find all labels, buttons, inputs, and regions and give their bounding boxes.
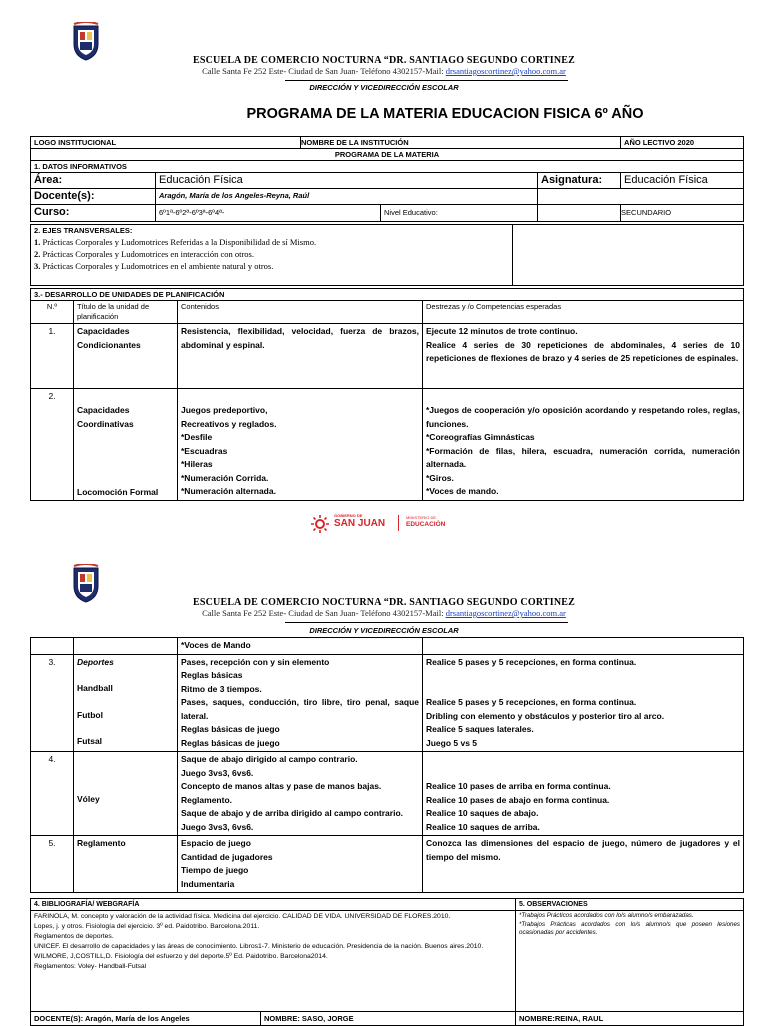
content-line: Juego 3vs3, 6vs6.: [181, 821, 254, 832]
content-line: Reglas básicas de juego: [181, 724, 280, 734]
row-contenidos: *Voces de Mando: [178, 638, 423, 655]
year-label: AÑO LECTIVO 2020: [621, 137, 744, 149]
school-name: ESCUELA DE COMERCIO NOCTURNA “DR. SANTIAGO SEGUNDO CORTINEZ: [192, 55, 576, 66]
title-line: Futsal: [77, 736, 103, 746]
section-desarrollo: 3.- DESARROLLO DE UNIDADES DE PLANIFICACIÓN: [31, 289, 744, 301]
logo-name-text: SAN JUAN: [334, 518, 386, 529]
document-title: PROGRAMA DE LA MATERIA EDUCACION FISICA 6º AÑO: [246, 106, 644, 122]
email-link[interactable]: drsantiagoscortinez@yahoo.com.ar: [445, 66, 566, 76]
title-line: Coordinativas: [77, 418, 134, 429]
title-line: Futbol: [77, 709, 103, 720]
title-line: Locomoción Formal: [77, 487, 159, 497]
page-2: [0, 552, 768, 1024]
row-destrezas: [423, 389, 744, 501]
row-title: [74, 654, 178, 752]
row-contenidos: [178, 654, 423, 752]
san-juan-sun-icon: [310, 514, 330, 534]
email-link[interactable]: drsantiagoscortinez@yahoo.com.ar: [445, 608, 566, 618]
header-rule: [285, 622, 568, 623]
content-line: Pases, recepción con y sin elemento: [181, 656, 330, 667]
bibliografia-table: [30, 898, 744, 1026]
row-title: [74, 389, 178, 501]
table-row: [31, 389, 744, 501]
bibliografia-item: WILMORE, J,COSTILL,D. Fisiología del esfuerzo y del deporte.5º Ed. Paidotribo. Barcelona2014.: [34, 953, 328, 960]
content-line: *Desfile: [181, 432, 213, 442]
title-line: Deportes: [77, 656, 114, 667]
government-logo: [310, 513, 460, 535]
destreza-line: Dribling con elemento y obstáculos y posterior tiro al arco.: [426, 710, 665, 721]
destreza-line: Realice 4 series de 30 repeticiones de abdominales, 4 series de 10 repeticiones de flexiones de brazo y 4 series de 25 repeticiones de espinales.: [426, 339, 740, 363]
empty-cell: [538, 189, 744, 205]
eje-item: [34, 248, 509, 260]
destreza-line: Realice 10 saques de abajo.: [426, 808, 539, 818]
content-line: Reglamento.: [181, 794, 233, 805]
firma-nombre-2: NOMBRE:REINA, RAUL: [516, 1012, 744, 1026]
content-line: Saque de abajo y de arriba dirigido al campo contrario.: [181, 808, 404, 818]
content-line: *Escuadras: [181, 445, 228, 456]
firma-docentes: DOCENTE(S): Aragón, María de los Angeles: [31, 1012, 261, 1026]
table-row: [31, 836, 744, 893]
empty-cell: [513, 225, 744, 286]
logo-divider: [398, 515, 399, 531]
docentes-label: Docente(s):: [31, 189, 156, 205]
destreza-line: *Giros.: [426, 472, 454, 483]
area-label: Área:: [31, 173, 156, 189]
content-line: Saque de abajo dirigido al campo contrario.: [181, 754, 358, 764]
destreza-line: Realice 10 pases de abajo en forma continua.: [426, 794, 610, 805]
asignatura-value: Educación Física: [621, 173, 744, 189]
desarrollo-table-continued: [30, 637, 744, 893]
logo-ministry-text: MINISTERIO DE: [406, 515, 437, 520]
row-contenidos: [178, 836, 423, 893]
subheader: DIRECCIÓN Y VICEDIRECCIÓN ESCOLAR: [309, 83, 459, 92]
ejes-title: 2. EJES TRANSVERSALES:: [34, 226, 133, 235]
row-title: [74, 324, 178, 389]
title-line: Vóley: [77, 794, 100, 804]
school-name: ESCUELA DE COMERCIO NOCTURNA “DR. SANTIAGO SEGUNDO CORTINEZ: [192, 597, 576, 608]
row-number: 5.: [31, 836, 74, 893]
nivel-value: SECUNDARIO: [621, 205, 744, 222]
ejes-cell: [31, 225, 513, 286]
content-line: Juego 3vs3, 6vs6.: [181, 767, 254, 778]
content-line: Indumentaria: [181, 878, 235, 889]
row-destrezas: [423, 752, 744, 836]
row-contenidos: [178, 389, 423, 501]
row-number: 4.: [31, 752, 74, 836]
destreza-line: Realice 5 saques laterales.: [426, 724, 534, 734]
nivel-spacer: [538, 205, 621, 222]
bibliografia-list: [31, 911, 516, 1012]
address-text: Calle Santa Fe 252 Este- Ciudad de San Juan- Teléfono 4302157-Mail:: [202, 608, 446, 618]
bibliografia-item: Reglamentos de deportes.: [34, 933, 114, 940]
row-contenidos: Resistencia, flexibilidad, velocidad, fuerza de brazos, abdominal y espinal.: [178, 324, 423, 389]
content-line: *Numeración Corrida.: [181, 472, 269, 483]
destreza-line: *Juegos de cooperación y/o oposición acordando y respetando roles, reglas, funciones.: [426, 405, 740, 429]
row-contenidos: [178, 752, 423, 836]
col-header-destrezas: Destrezas y /o Competencias esperadas: [423, 301, 744, 324]
content-line: Cantidad de jugadores: [181, 851, 273, 862]
docentes-value: Aragón, María de los Angeles-Reyna, Raúl: [156, 189, 538, 205]
programa-label: PROGRAMA DE LA MATERIA: [31, 149, 744, 161]
row-title: Reglamento: [74, 836, 178, 893]
content-line: Espacio de juego: [181, 838, 251, 848]
eje-number: 2.: [34, 249, 41, 259]
content-line: Ritmo de 3 tiempos.: [181, 683, 262, 694]
row-destrezas: [423, 324, 744, 389]
content-line: Tiempo de juego: [181, 865, 249, 875]
destreza-line: Ejecute 12 minutos de trote continuo.: [426, 326, 578, 336]
destreza-line: Realice 5 pases y 5 recepciones, en forma continua.: [426, 656, 637, 667]
bibliografia-item: Lopes, j. y otros. Fisiología del ejercicio. 3º ed. Paidotribo. Barcelona.2011.: [34, 923, 260, 930]
destreza-line: Realice 10 pases de arriba en forma continua.: [426, 781, 611, 791]
table-row: [31, 654, 744, 752]
asignatura-label: Asignatura:: [538, 173, 621, 189]
title-line: Condicionantes: [77, 339, 141, 350]
curso-value: 6º1ª-6º2ª-6º3ª-6º4ª-: [156, 205, 381, 222]
section-observaciones: 5. OBSERVACIONES: [516, 899, 744, 911]
eje-number: 1.: [34, 237, 41, 247]
firma-nombre-1: NOMBRE: SASO, JORGE: [261, 1012, 516, 1026]
row-number: 2.: [31, 389, 74, 501]
logo-gov-text: GOBIERNO DE: [334, 513, 363, 518]
section-bibliografia: 4. BIBLIOGRAFÍA/ WEBGRAFÍA: [31, 899, 516, 911]
header-rule: [285, 80, 568, 81]
destreza-line: Realice 10 saques de arriba.: [426, 821, 540, 832]
empty-cell: [423, 638, 744, 655]
area-value: Educación Física: [156, 173, 538, 189]
table-row: [31, 638, 744, 655]
eje-text: Prácticas Corporales y Ludomotrices Referidas a la Disponibilidad de sí Mismo.: [40, 237, 317, 247]
row-title: [74, 752, 178, 836]
destreza-line: *Coreografías Gimnásticas: [426, 432, 535, 442]
eje-number: 3.: [34, 261, 41, 271]
content-line: *Hileras: [181, 459, 213, 469]
bibliografia-item: Reglamentos: Voley- Handball-Futsal: [34, 963, 147, 970]
table-row: [31, 324, 744, 389]
eje-text: Prácticas Corporales y Ludomotrices en interacción con otros.: [40, 249, 254, 259]
school-address: [0, 66, 768, 76]
curso-label: Curso:: [31, 205, 156, 222]
content-line: Pases, saques, conducción, tiro libre, tiro penal, saque lateral.: [181, 697, 419, 721]
eje-text: Prácticas Corporales y Ludomotrices en el ambiente natural y otros.: [40, 261, 274, 271]
observaciones-list: [516, 911, 744, 1012]
info-table: [30, 136, 744, 222]
content-line: Concepto de manos altas y pase de manos bajas.: [181, 781, 382, 791]
nivel-label: Nivel Educativo:: [381, 205, 538, 222]
table-row: [31, 752, 744, 836]
row-number: 1.: [31, 324, 74, 389]
subheader: DIRECCIÓN Y VICEDIRECCIÓN ESCOLAR: [309, 626, 459, 635]
row-number: 3.: [31, 654, 74, 752]
bibliografia-item: UNICEF. El desarrollo de capacidades y las áreas de conocimiento. Libros1-7. Ministerio de educación. Presidencia de la nación. Buenos aires.2010.: [34, 943, 484, 950]
address-text: Calle Santa Fe 252 Este- Ciudad de San Juan- Teléfono 4302157-Mail:: [202, 66, 446, 76]
destreza-line: *Voces de mando.: [426, 486, 499, 496]
section-datos: 1. DATOS INFORMATIVOS: [31, 161, 744, 173]
destreza-line: *Formación de filas, hilera, escuadra, numeración corrida, numeración alternada.: [426, 445, 740, 469]
title-line: Capacidades: [77, 405, 130, 415]
content-line: Recreativos y reglados.: [181, 418, 277, 429]
inst-label: NOMBRE DE LA INSTITUCIÓN: [301, 137, 621, 149]
logo-label: LOGO INSTITUCIONAL: [31, 137, 301, 149]
content-line: Juegos predeportivo,: [181, 405, 268, 415]
row-destrezas: Conozca las dimensiones del espacio de juego, número de jugadores y el tiempo del mismo.: [423, 836, 744, 893]
col-header-n: N.º: [31, 301, 74, 324]
school-address: [0, 608, 768, 618]
empty-cell: [74, 638, 178, 655]
content-line: Reglas básicas de juego: [181, 737, 280, 748]
empty-cell: [31, 638, 74, 655]
bibliografia-item: FARINOLA, M. concepto y valoración de la actividad física. Medicina del ejercicio. CALIDAD DE VIDA. UNIVERSIDAD DE FLORES.2010.: [34, 913, 451, 920]
destreza-line: Realice 5 pases y 5 recepciones, en forma continua.: [426, 697, 637, 707]
observacion-item: *Trabajos Prácticos acordados con lo/s alumno/s embarazadas.: [519, 912, 694, 919]
destreza-line: Juego 5 vs 5: [426, 737, 478, 748]
desarrollo-table: [30, 288, 744, 501]
row-destrezas: [423, 654, 744, 752]
logo-ministry-text: EDUCACIÓN: [406, 521, 446, 528]
eje-item: [34, 260, 509, 272]
ejes-table: [30, 224, 744, 286]
title-line: Capacidades: [77, 326, 130, 336]
content-line: Reglas básicas: [181, 670, 243, 680]
title-line: Handball: [77, 683, 113, 693]
content-line: *Numeración alternada.: [181, 486, 276, 496]
col-header-title: Título de la unidad de planificación: [74, 301, 178, 324]
col-header-contenidos: Contenidos: [178, 301, 423, 324]
eje-item: [34, 236, 509, 248]
observacion-item: *Trabajos Prácticas acordados con lo/s alumno/s que poseen lesiones ocasionadas por accidentes.: [519, 920, 741, 936]
